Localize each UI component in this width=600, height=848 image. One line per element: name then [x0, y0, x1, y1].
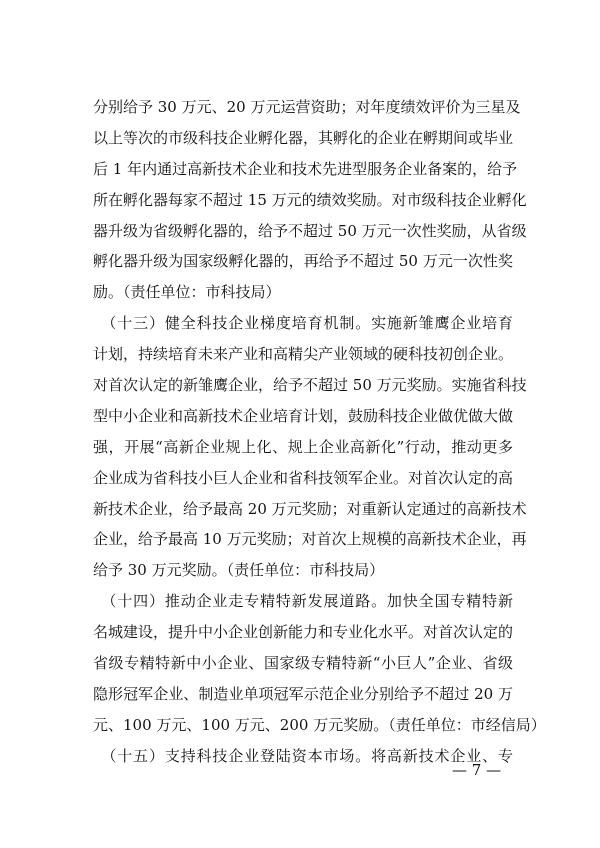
text-line: 孵化器升级为国家级孵化器的，再给予不超过 50 万元一次性奖 [93, 252, 513, 271]
text-line: 元、100 万元、100 万元、200 万元奖励。（责任单位：市经信局） [93, 715, 546, 734]
text-line: 对首次认定的新雏鹰企业，给予不超过 50 万元奖励。实施省科技 [93, 376, 527, 395]
text-line: 隐形冠军企业、制造业单项冠军示范企业分别给予不超过 20 万 [93, 684, 513, 703]
text-line: 计划，持续培育未来产业和高精尖产业领域的硬科技初创企业。 [93, 345, 514, 364]
text-line: 给予 30 万元奖励。（责任单位：市科技局） [93, 561, 385, 580]
text-line: 后 1 年内通过高新技术企业和技术先进型服务企业备案的，给予 [93, 159, 518, 178]
text-line: 新技术企业，给予最高 20 万元奖励；对重新认定通过的高新技术 [93, 499, 527, 518]
page-number: — 7 — [452, 761, 502, 779]
text-line: 型中小企业和高新技术企业培育计划，鼓励科技企业做优做大做 [93, 406, 514, 425]
section-heading-line: （十三）健全科技企业梯度培育机制。实施新雏鹰企业培育 [93, 314, 513, 333]
text-line: 器升级为省级孵化器的，给予不超过 50 万元一次性奖励，从省级 [93, 221, 527, 240]
text-line: 强，开展“高新企业规上化、规上企业高新化”行动，推动更多 [93, 437, 513, 456]
section-heading-line: （十四）推动企业走专精特新发展道路。加快全国专精特新 [93, 592, 513, 611]
text-line: 省级专精特新中小企业、国家级专精特新“小巨人”企业、省级 [93, 654, 513, 673]
text-line: 以上等次的市级科技企业孵化器，其孵化的企业在孵期间或毕业 [93, 128, 514, 147]
text-line: 所在孵化器每家不超过 15 万元的绩效奖励。对市级科技企业孵化 [93, 190, 527, 209]
document-body [93, 92, 546, 772]
text-line: 名城建设，提升中小企业创新能力和专业化水平。对首次认定的 [93, 623, 514, 642]
text-line: 企业成为省科技小巨人企业和省科技领军企业。对首次认定的高 [93, 468, 514, 487]
text-line: 励。（责任单位：市科技局） [93, 283, 281, 302]
section-heading-line: （十五）支持科技企业登陆资本市场。将高新技术企业、专 [93, 746, 513, 765]
text-line: 分别给予 30 万元、20 万元运营资助；对年度绩效评价为三星及 [93, 98, 521, 116]
text-line: 企业，给予最高 10 万元奖励；对首次上规模的高新技术企业，再 [93, 530, 527, 549]
